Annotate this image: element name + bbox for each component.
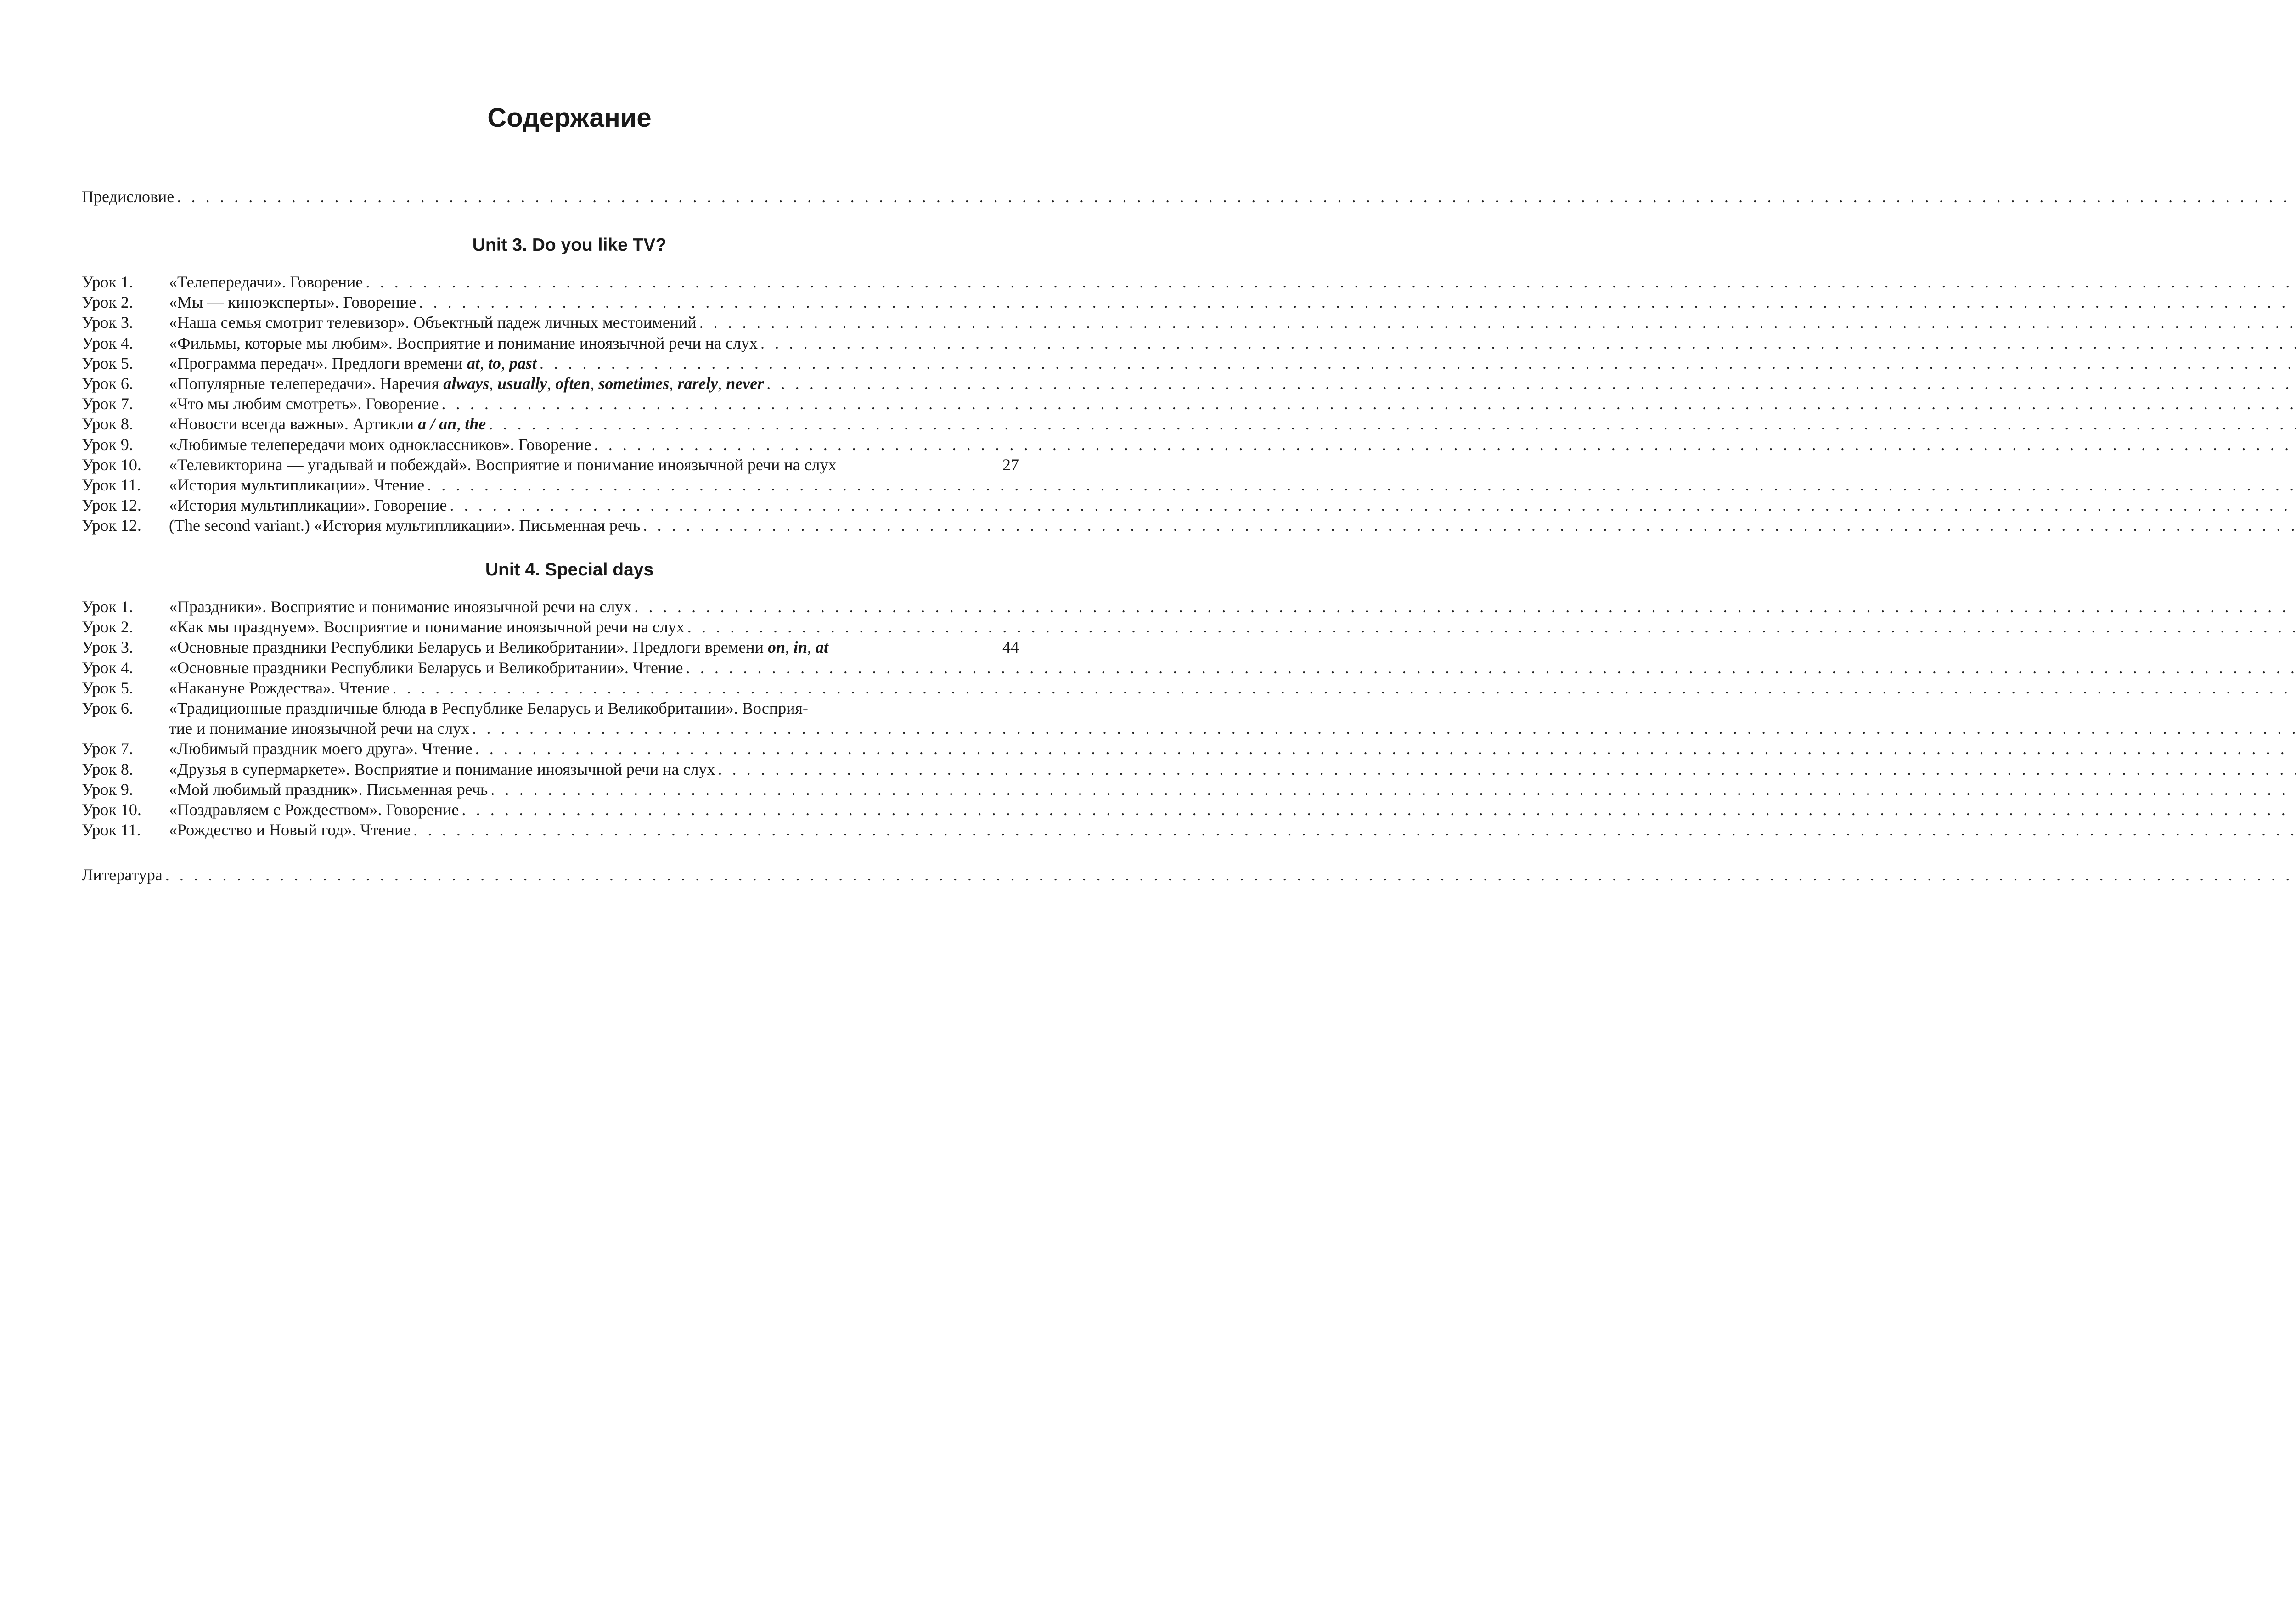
- lesson-title: [169, 759, 1019, 779]
- lesson-title-plain: «Телевикторина — угадывай и побеждай». Восприятие и понимание иноязычной речи на слух: [169, 455, 837, 474]
- toc-row: [82, 779, 1019, 800]
- toc-row: [82, 515, 1019, 535]
- grammar-keyword: often: [555, 374, 591, 393]
- lesson-title: [169, 333, 1019, 353]
- lesson-title-plain: «Телепередачи». Говорение: [169, 273, 363, 291]
- dot-leader: [715, 759, 2296, 779]
- toc-row: [82, 414, 1019, 434]
- lesson-title-text: [169, 759, 715, 779]
- lesson-number: Урок 10.: [82, 800, 141, 819]
- lesson-title-plain: «Поздравляем с Рождеством». Говорение: [169, 800, 459, 819]
- lesson-number: Урок 10.: [82, 455, 141, 474]
- lesson-number: Урок 3.: [82, 638, 133, 657]
- lesson-title-text: [169, 414, 486, 434]
- lesson-title-line: [169, 495, 1019, 515]
- toc-row: [82, 678, 1019, 698]
- toc-row: [82, 394, 1019, 414]
- lesson-title-plain: «Праздники». Восприятие и понимание иноязычной речи на слух: [169, 597, 632, 616]
- lesson-title: [169, 738, 1019, 759]
- separator: ,: [489, 374, 498, 393]
- separator: ,: [807, 638, 816, 657]
- lesson-title: [169, 698, 1019, 738]
- lesson-title-line: [169, 718, 1019, 738]
- lesson-title-line: [169, 759, 1019, 779]
- dot-leader: [683, 658, 2296, 678]
- separator: ,: [590, 374, 599, 393]
- unit-4-lessons: [82, 597, 1019, 840]
- grammar-keyword: past: [509, 354, 537, 372]
- lesson-title-plain: «Любимые телепередачи моих одноклассников». Говорение: [169, 435, 591, 454]
- lesson-title-line: [169, 658, 1019, 678]
- separator: ,: [479, 354, 488, 372]
- lesson-title-text: [169, 475, 424, 495]
- lesson-title-line: [169, 800, 1019, 820]
- lesson-title-line: [169, 617, 1019, 637]
- lesson-title-line: [169, 333, 1019, 353]
- grammar-keyword: rarely: [677, 374, 718, 393]
- toc-row: [82, 738, 1019, 759]
- dot-leader: [631, 597, 2296, 617]
- lesson-title: [169, 353, 1019, 373]
- lesson-title-plain: «Рождество и Новый год». Чтение: [169, 821, 411, 839]
- toc-row: [82, 333, 1019, 353]
- lesson-title-text: [169, 353, 537, 373]
- lesson-title: [169, 414, 1019, 434]
- dot-leader: [363, 272, 2296, 292]
- grammar-keyword: always: [443, 374, 490, 393]
- toc-preface: [82, 186, 1019, 207]
- grammar-keyword: the: [465, 415, 486, 434]
- separator: ,: [785, 638, 793, 657]
- lesson-title-line: [169, 353, 1019, 373]
- lesson-number: Урок 4.: [82, 658, 133, 677]
- lesson-number: Урок 8.: [82, 415, 133, 434]
- lesson-title-line: [169, 272, 1019, 292]
- dot-leader: [424, 475, 2296, 495]
- toc-row: [82, 434, 1019, 455]
- lesson-title-line: [169, 597, 1019, 617]
- separator: ,: [669, 374, 678, 393]
- dot-leader: [163, 865, 2296, 885]
- lesson-title-text: [169, 434, 591, 455]
- separator: ,: [718, 374, 726, 393]
- lesson-title: [169, 434, 1019, 455]
- unit-3-lessons: [82, 272, 1019, 535]
- lesson-number: Урок 8.: [82, 760, 133, 778]
- dot-leader: [416, 292, 2296, 312]
- lesson-title-text: тие и понимание иноязычной речи на слух: [169, 719, 470, 738]
- toc-entry-text: Предисловие: [82, 187, 174, 206]
- lesson-title: [169, 292, 1019, 312]
- dot-leader: [473, 738, 2296, 759]
- lesson-number: Урок 11.: [82, 821, 141, 839]
- lesson-title-plain: «Основные праздники Республики Беларусь и Великобритании». Чтение: [169, 658, 683, 677]
- toc-row: [82, 820, 1019, 840]
- toc-row: [82, 312, 1019, 332]
- lesson-title-text: [169, 333, 758, 353]
- lesson-title: [169, 455, 1019, 475]
- lesson-title-text: [169, 779, 488, 800]
- separator: ,: [456, 415, 465, 434]
- lesson-title-text: [169, 515, 640, 535]
- lesson-number: Урок 4.: [82, 333, 133, 352]
- lesson-title-text: [169, 678, 390, 698]
- dot-leader: [537, 353, 2296, 373]
- dot-leader: [697, 312, 2296, 332]
- dot-leader: [469, 718, 2296, 738]
- lesson-number: Урок 12.: [82, 496, 141, 515]
- lesson-title-text: [169, 820, 411, 840]
- lesson-number: Урок 7.: [82, 739, 133, 758]
- lesson-number: Урок 9.: [82, 435, 133, 454]
- lesson-title-plain: (The second variant.) «История мультипликации». Письменная речь: [169, 516, 641, 535]
- toc-row: [82, 698, 1019, 738]
- lesson-title-plain: «Новости всегда важны». Артикли: [169, 415, 418, 434]
- dot-leader: [488, 779, 2296, 800]
- lesson-title-plain: «Мой любимый праздник». Письменная речь: [169, 780, 488, 799]
- lesson-title-line: [169, 738, 1019, 759]
- dot-leader: [764, 373, 2296, 394]
- lesson-title-line: [169, 394, 1019, 414]
- lesson-title: [169, 800, 1019, 820]
- grammar-keyword: at: [467, 354, 480, 372]
- lesson-title: [169, 373, 1019, 394]
- lesson-title-text: [169, 373, 764, 394]
- separator: ,: [547, 374, 556, 393]
- lesson-number: Урок 5.: [82, 678, 133, 697]
- lesson-title-plain: «Основные праздники Республики Беларусь и Великобритании». Предлоги времени: [169, 638, 768, 657]
- lesson-title-line: [169, 678, 1019, 698]
- lesson-title-plain: «Как мы празднуем». Восприятие и понимание иноязычной речи на слух: [169, 618, 685, 637]
- toc-row: [82, 658, 1019, 678]
- dot-leader: [640, 515, 2296, 535]
- lesson-title: [169, 779, 1019, 800]
- toc-row: [82, 186, 1019, 207]
- lesson-title-text: [169, 495, 447, 515]
- toc-row: [82, 495, 1019, 515]
- toc-row: [82, 759, 1019, 779]
- lesson-title-line: [169, 779, 1019, 800]
- lesson-title: [169, 312, 1019, 332]
- lesson-title-text: [169, 272, 363, 292]
- lesson-title-line: [169, 434, 1019, 455]
- toc-page-number: 27: [1002, 455, 1019, 474]
- lesson-title-plain: «Фильмы, которые мы любим». Восприятие и понимание иноязычной речи на слух: [169, 333, 758, 352]
- toc-entry-text: Литература: [82, 866, 163, 884]
- lesson-title-plain: «Любимый праздник моего друга». Чтение: [169, 739, 473, 758]
- lesson-title-plain: «История мультипликации». Говорение: [169, 496, 447, 515]
- dot-leader: [411, 820, 2296, 840]
- dot-leader: [390, 678, 2296, 698]
- grammar-keyword: on: [767, 638, 785, 657]
- lesson-title: [169, 475, 1019, 495]
- toc-row: [82, 455, 1019, 475]
- lesson-number: Урок 6.: [82, 374, 133, 393]
- toc-row: [82, 865, 1019, 885]
- page: [0, 0, 1139, 1611]
- lesson-title-text: [169, 597, 631, 617]
- lesson-title: [169, 272, 1019, 292]
- toc-row: [82, 475, 1019, 495]
- grammar-keyword: a / an: [418, 415, 457, 434]
- toc-row: [82, 637, 1019, 657]
- grammar-keyword: to: [488, 354, 501, 372]
- lesson-title-line: [169, 414, 1019, 434]
- grammar-keyword: never: [726, 374, 764, 393]
- lesson-title-line: «Традиционные праздничные блюда в Республике Беларусь и Великобритании». Восприя-: [169, 698, 808, 717]
- lesson-title-text: [169, 658, 683, 678]
- toc-row: [82, 800, 1019, 820]
- toc-literature: [82, 865, 1019, 885]
- lesson-title: [169, 678, 1019, 698]
- lesson-title-line: [169, 515, 1019, 535]
- toc-page-number: 44: [1002, 638, 1019, 657]
- lesson-title-line: [169, 637, 1019, 657]
- lesson-title: [169, 515, 1019, 535]
- lesson-title-plain: «Что мы любим смотреть». Говорение: [169, 394, 439, 413]
- grammar-keyword: usually: [497, 374, 547, 393]
- lesson-title: [169, 597, 1019, 617]
- lesson-number: Урок 7.: [82, 394, 133, 413]
- dot-leader: [758, 333, 2296, 353]
- dot-leader: [591, 434, 2296, 455]
- dot-leader: [685, 617, 2296, 637]
- lesson-title-plain: «Популярные телепередачи». Наречия: [169, 374, 444, 393]
- lesson-title-plain: «Программа передач». Предлоги времени: [169, 354, 467, 372]
- lesson-number: Урок 1.: [82, 273, 133, 291]
- grammar-keyword: sometimes: [598, 374, 670, 393]
- lesson-number: Урок 2.: [82, 293, 133, 312]
- lesson-title: [169, 394, 1019, 414]
- lesson-title-line: [169, 312, 1019, 332]
- lesson-title: [169, 617, 1019, 637]
- lesson-title: [169, 820, 1019, 840]
- lesson-number: Урок 1.: [82, 597, 133, 616]
- lesson-title-plain: «Наша семья смотрит телевизор». Объектный падеж личных местоимений: [169, 313, 697, 332]
- lesson-title-plain: «Накануне Рождества». Чтение: [169, 678, 390, 697]
- lesson-number: Урок 9.: [82, 780, 133, 799]
- lesson-number: Урок 11.: [82, 475, 141, 494]
- toc-row: [82, 272, 1019, 292]
- lesson-title-text: [169, 617, 685, 637]
- lesson-title-text: [169, 394, 439, 414]
- lesson-title-text: [169, 312, 697, 332]
- lesson-title-plain: «Друзья в супермаркете». Восприятие и понимание иноязычной речи на слух: [169, 760, 715, 778]
- lesson-title: [169, 658, 1019, 678]
- lesson-number: Урок 12.: [82, 516, 141, 535]
- lesson-title-line: [169, 455, 1019, 475]
- dot-leader: [459, 800, 2296, 820]
- separator: ,: [501, 354, 509, 372]
- lesson-title: [169, 637, 1019, 657]
- lesson-title-plain: «Мы — киноэксперты». Говорение: [169, 293, 416, 312]
- lesson-title-text: [169, 292, 416, 312]
- lesson-title-line: [169, 475, 1019, 495]
- toc-row: [82, 373, 1019, 394]
- lesson-number: Урок 3.: [82, 313, 133, 332]
- unit-heading: Unit 4. Special days: [485, 560, 654, 580]
- toc-row: [82, 353, 1019, 373]
- lesson-title-text: [169, 637, 828, 657]
- dot-leader: [439, 394, 2296, 414]
- page-title: Содержание: [487, 103, 652, 133]
- lesson-title: [169, 495, 1019, 515]
- lesson-title-plain: «История мультипликации». Чтение: [169, 475, 425, 494]
- dot-leader: [174, 186, 2296, 207]
- grammar-keyword: at: [816, 638, 829, 657]
- lesson-title-text: [169, 455, 837, 475]
- grammar-keyword: in: [793, 638, 808, 657]
- lesson-number: Урок 6.: [82, 698, 133, 717]
- dot-leader: [447, 495, 2296, 515]
- lesson-title-line: [169, 373, 1019, 394]
- lesson-number: Урок 2.: [82, 618, 133, 637]
- lesson-title-line: [169, 820, 1019, 840]
- unit-heading: Unit 3. Do you like TV?: [472, 235, 667, 255]
- toc-row: [82, 597, 1019, 617]
- lesson-title-line: [169, 292, 1019, 312]
- lesson-title-text: [169, 738, 473, 759]
- lesson-number: Урок 5.: [82, 354, 133, 372]
- lesson-title-text: [169, 800, 459, 820]
- toc-row: [82, 617, 1019, 637]
- dot-leader: [486, 414, 2296, 434]
- toc-row: [82, 292, 1019, 312]
